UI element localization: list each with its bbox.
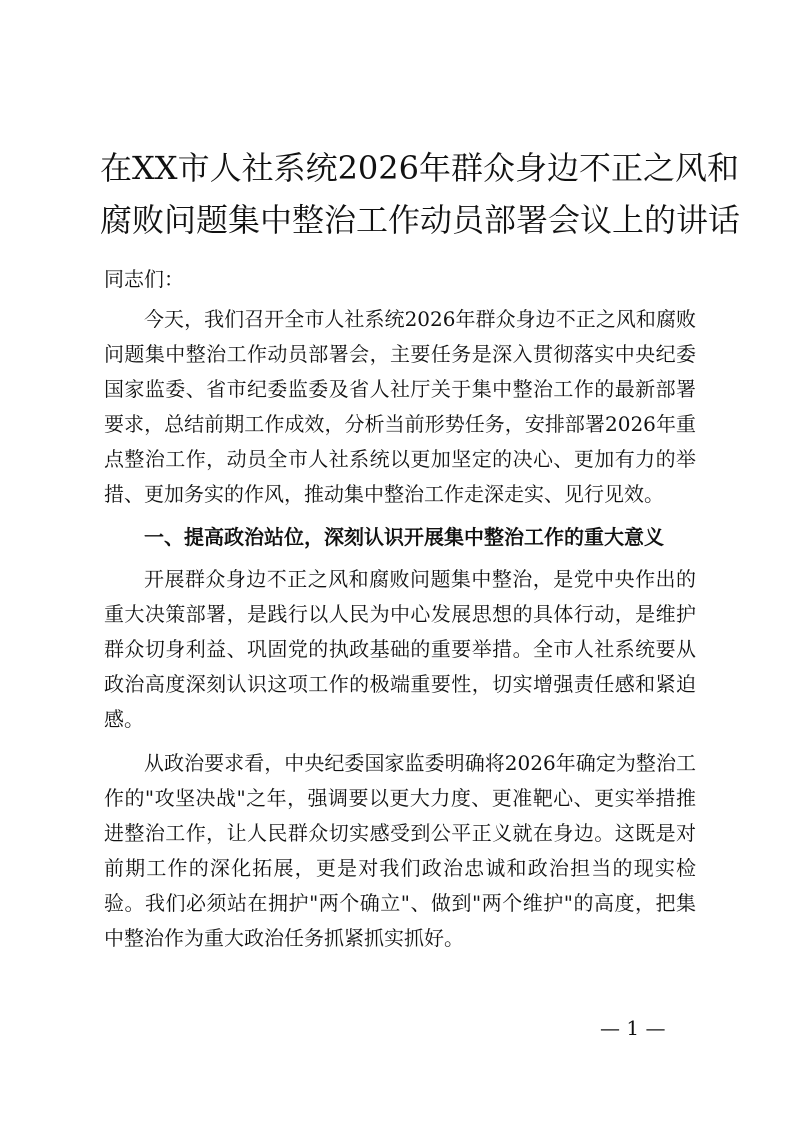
- paragraph-intro: 今天，我们召开全市人社系统2026年群众身边不正之风和腐败问题集中整治工作动员部署会，主要任务是深入贯彻落实中央纪委国家监委、省市纪委监委及省人社厅关于集中整治工作的最新部署要求，总结前期工作成效，分析当前形势任务，安排部署2026年重点整治工作，动员全市人社系统以更加坚定的决心、更加有力的举措、更加务实的作风，推动集中整治工作走深走实、见行见效。: [104, 307, 696, 506]
- salutation: 同志们：: [104, 267, 184, 291]
- page-number: — 1 —: [600, 1016, 666, 1040]
- document-title-line-1: 在XX市人社系统2026年群众身边不正之风和: [100, 149, 740, 187]
- paragraph-significance: 开展群众身边不正之风和腐败问题集中整治，是党中央作出的重大决策部署，是践行以人民为中心发展思想的具体行动，是维护群众切身利益、巩固党的执政基础的重要举措。全市人社系统要从政治高度深刻认识这项工作的极端重要性，切实增强责任感和紧迫感。: [104, 567, 696, 731]
- document-title-line-2: 腐败问题集中整治工作动员部署会议上的讲话: [100, 201, 741, 239]
- section-heading-1: 一、提高政治站位，深刻认识开展集中整治工作的重大意义: [144, 525, 664, 549]
- paragraph-political-requirement: 从政治要求看，中央纪委国家监委明确将2026年确定为整治工作的"攻坚决战"之年，强调要以更大力度、更准靶心、更实举措推进整治工作，让人民群众切实感受到公平正义就在身边。这既是对前期工作的深化拓展，更是对我们政治忠诚和政治担当的现实检验。我们必须站在拥护"两个确立"、做到"两个维护"的高度，把集中整治作为重大政治任务抓紧抓实抓好。: [104, 751, 696, 950]
